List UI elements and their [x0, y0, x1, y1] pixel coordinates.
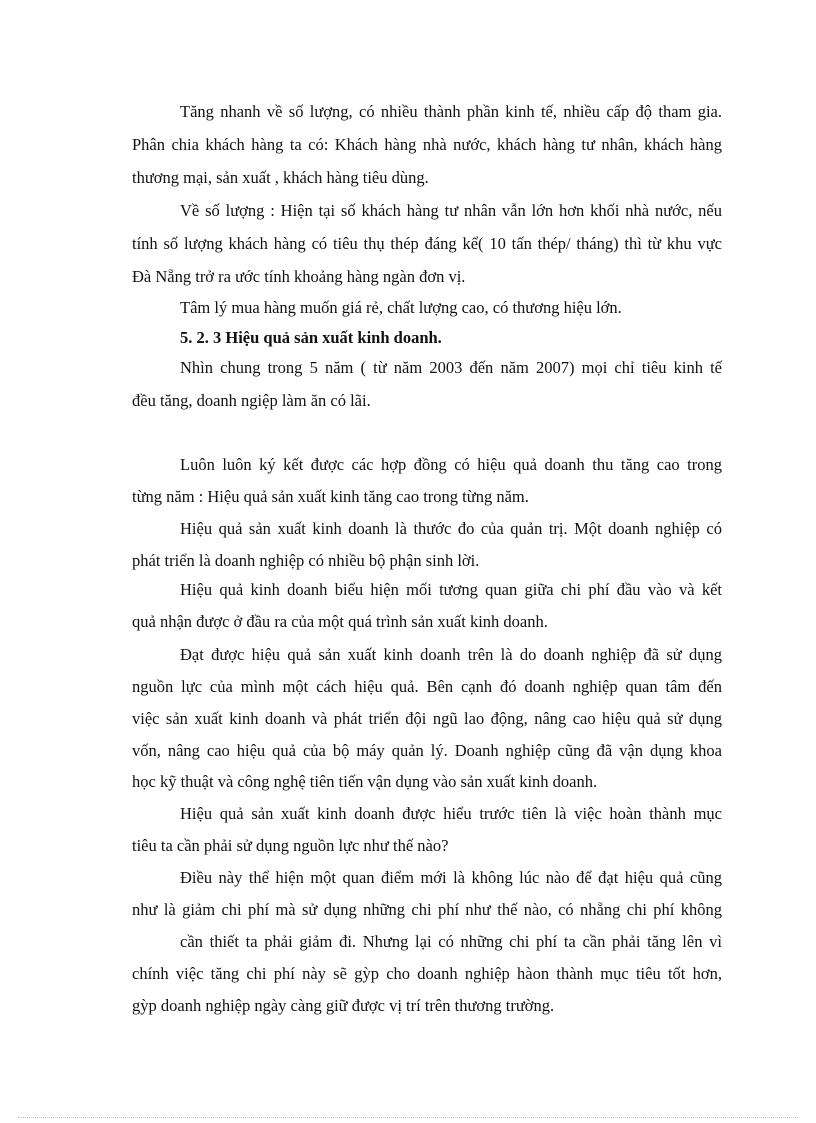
- text-line: học kỹ thuật và công nghệ tiên tiến vận dụng vào sản xuất kinh doanh.: [132, 772, 598, 791]
- text-line: cần thiết ta phải giảm đi. Nhưng lại có những chi phí ta cần phải tăng lên vì: [180, 932, 722, 951]
- text-line: đều tăng, doanh ngiệp làm ăn có lãi.: [132, 391, 371, 410]
- text-line: Nhìn chung trong 5 năm ( từ năm 2003 đến năm 2007) mọi chỉ tiêu kinh tế: [180, 358, 722, 377]
- text-line: Tâm lý mua hàng muốn giá rẻ, chất lượng cao, có thương hiệu lớn.: [180, 298, 622, 317]
- text-line: Đà Nẵng trở ra ước tính khoảng hàng ngàn đơn vị.: [132, 267, 466, 286]
- text-line: Phân chia khách hàng ta có: Khách hàng nhà nước, khách hàng tư nhân, khách hàng: [132, 135, 722, 154]
- text-line: Về số lượng : Hiện tại số khách hàng tư nhân vẫn lớn hơn khối nhà nước, nếu: [180, 201, 722, 220]
- text-line: Đạt được hiệu quả sản xuất kinh doanh trên là do doanh nghiệp đã sử dụng: [180, 645, 722, 664]
- text-line: nguồn lực của mình một cách hiệu quả. Bên cạnh đó doanh nghiệp quan tâm đến: [132, 677, 722, 696]
- text-line: Luôn luôn ký kết được các hợp đồng có hiệu quả doanh thu tăng cao trong: [180, 455, 722, 474]
- text-line: việc sản xuất kinh doanh và phát triển đội ngũ lao động, nâng cao hiệu quả sử dụng: [132, 709, 722, 728]
- text-line: tiêu ta cần phải sử dụng nguồn lực như thế nào?: [132, 836, 449, 855]
- text-line: quả nhận được ở đầu ra của một quá trình sản xuất kinh doanh.: [132, 612, 548, 631]
- text-line: Tăng nhanh về số lượng, có nhiều thành phần kinh tế, nhiều cấp độ tham gia.: [180, 102, 722, 121]
- text-line: Hiệu quả sản xuất kinh doanh là thước đo của quản trị. Một doanh nghiệp có: [180, 519, 722, 538]
- text-line: Hiệu quả kinh doanh biểu hiện mối tương quan giữa chi phí đầu vào và kết: [180, 580, 722, 599]
- page-bottom-dotted-rule: [18, 1117, 798, 1118]
- text-line: gỳp doanh nghiệp ngày càng giữ được vị trí trên thương trường.: [132, 996, 555, 1015]
- text-line: Hiệu quả sản xuất kinh doanh được hiểu trước tiên là việc hoàn thành mục: [180, 804, 722, 823]
- text-line: phát triển là doanh nghiệp có nhiều bộ phận sinh lời.: [132, 551, 480, 570]
- section-heading: 5. 2. 3 Hiệu quả sản xuất kinh doanh.: [180, 328, 442, 347]
- text-line: Điều này thể hiện một quan điểm mới là không lúc nào để đạt hiệu quả cũng: [180, 868, 722, 887]
- text-line: thương mại, sản xuất , khách hàng tiêu dùng.: [132, 168, 429, 187]
- text-line: chính việc tăng chi phí này sẽ gỳp cho doanh nghiệp hàon thành mục tiêu tốt hơn,: [132, 964, 722, 983]
- text-line: như là giảm chi phí mà sử dụng những chi phí như thế nào, có nhẵng chi phí không: [132, 900, 722, 919]
- text-line: vốn, nâng cao hiệu quả của bộ máy quản lý. Doanh nghiệp cũng đã vận dụng khoa: [132, 741, 722, 760]
- text-line: từng năm : Hiệu quả sản xuất kinh tăng cao trong từng năm.: [132, 487, 529, 506]
- text-line: tính số lượng khách hàng có tiêu thụ thép đáng kể( 10 tấn thép/ tháng) thì từ khu vực: [132, 234, 722, 253]
